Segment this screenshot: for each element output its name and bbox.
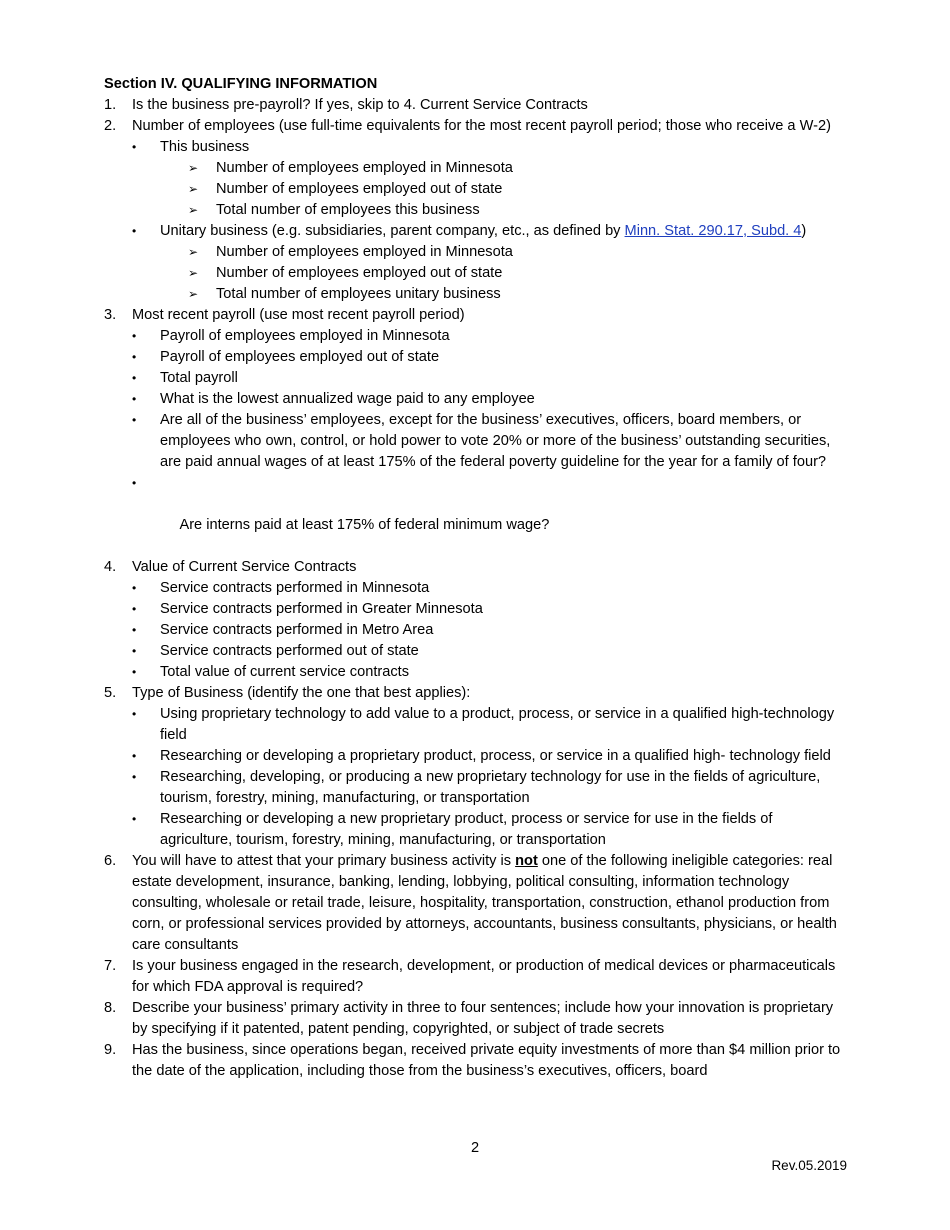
list-item-text: Number of employees employed out of state	[216, 181, 503, 197]
list-item-text: Service contracts performed in Metro Area	[160, 622, 434, 638]
list-item-text: Number of employees employed in Minnesota	[216, 244, 513, 260]
list-number: 8.	[104, 1000, 117, 1016]
list-item	[104, 158, 848, 179]
list-item	[104, 368, 848, 389]
list-item	[104, 746, 848, 767]
bullet-icon: •	[132, 602, 137, 616]
question-6	[104, 851, 848, 956]
question-text: Type of Business (identify the one that best applies):	[132, 685, 471, 701]
bullet-icon: •	[132, 623, 137, 637]
list-item	[104, 347, 848, 368]
list-item	[104, 704, 848, 746]
list-item-text: Using proprietary technology to add value to a product, process, or service in a qualified high-technology field	[160, 706, 835, 743]
question-text: Is the business pre-payroll? If yes, skip to 4. Current Service Contracts	[132, 97, 588, 113]
question-1	[104, 95, 848, 116]
page-number: 2	[470, 1140, 480, 1156]
list-number: 2.	[104, 118, 117, 134]
emphasis-text: not	[515, 853, 538, 869]
question-text: Describe your business’ primary activity in three to four sentences; include how your innovation is proprietary by specifying if it patented, patent pending, copyrighted, or subject of trade secrets	[132, 1000, 834, 1037]
revision-label: Rev.05.2019	[771, 1158, 847, 1173]
question-text: Number of employees (use full-time equivalents for the most recent payroll period; those who receive a W-2)	[132, 118, 831, 134]
question-text: Is your business engaged in the research, development, or production of medical devices or pharmaceuticals for which FDA approval is required?	[132, 958, 836, 995]
list-item-text: )	[801, 223, 807, 239]
list-item	[104, 809, 848, 851]
question-2	[104, 116, 848, 137]
list-item	[104, 599, 848, 620]
list-item-text: Total number of employees this business	[216, 202, 480, 218]
question-5	[104, 683, 848, 704]
list-item	[104, 179, 848, 200]
bullet-icon: •	[132, 413, 137, 427]
question-9	[104, 1040, 848, 1082]
list-item	[104, 410, 848, 473]
list-item	[104, 389, 848, 410]
list-item-text: Payroll of employees employed in Minnesota	[160, 328, 450, 344]
arrow-bullet-icon: ➢	[188, 182, 199, 196]
list-number: 7.	[104, 958, 117, 974]
bullet-icon: •	[132, 350, 137, 364]
arrow-bullet-icon: ➢	[188, 161, 199, 175]
list-item-text: Researching or developing a proprietary product, process, or service in a qualified high- technology field	[160, 748, 831, 764]
list-item-text: Are interns paid at least 175% of federal minimum wage?	[176, 517, 550, 533]
list-number: 1.	[104, 97, 117, 113]
bullet-icon: •	[132, 224, 137, 238]
list-item	[104, 620, 848, 641]
list-item	[104, 767, 848, 809]
bullet-icon: •	[132, 371, 137, 385]
list-item-text: Researching, developing, or producing a new proprietary technology for use in the fields of agriculture, tourism, forestry, mining, manufacturing, or transportation	[160, 769, 821, 806]
bullet-icon: •	[132, 140, 137, 154]
bullet-icon: •	[132, 476, 137, 490]
bullet-icon: •	[132, 392, 137, 406]
arrow-bullet-icon: ➢	[188, 245, 199, 259]
question-4	[104, 557, 848, 578]
list-item	[104, 137, 848, 158]
list-item-text: Number of employees employed in Minnesota	[216, 160, 513, 176]
list-item	[104, 662, 848, 683]
bullet-icon: •	[132, 707, 137, 721]
list-item	[104, 200, 848, 221]
list-item-text: Researching or developing a new proprietary product, process or service for use in the fields of agriculture, tourism, forestry, mining, manufacturing, or transportation	[160, 811, 773, 848]
question-text: Has the business, since operations began, received private equity investments of more than $4 million prior to the date of the application, including those from the business’s executives, officers, board	[132, 1042, 841, 1079]
question-text: one of the following ineligible categories: real estate development, insurance, banking, lending, lobbying, political consulting, information technology consulting, wholesale or retail trade, leisure, hospitality, transportation, construction, ethanol production from corn, or professional services provided by attorneys, accountants, business consultants, physicians, or health care consultants	[132, 853, 837, 953]
question-7	[104, 956, 848, 998]
list-item-text: Service contracts performed in Greater Minnesota	[160, 601, 483, 617]
list-item-text: Number of employees employed out of state	[216, 265, 503, 281]
bullet-icon: •	[132, 812, 137, 826]
list-item-text: Service contracts performed out of state	[160, 643, 419, 659]
list-item	[104, 473, 848, 557]
list-item-text: This business	[160, 139, 250, 155]
list-item-text: Are all of the business’ employees, except for the business’ executives, officers, board members, or employees who own, control, or hold power to vote 20% or more of the business’ outstanding securities, are paid annual wages of at least 175% of the federal poverty guideline for the year for a family of four?	[160, 412, 831, 470]
list-item-text: Total payroll	[160, 370, 238, 386]
list-item	[104, 263, 848, 284]
list-item	[104, 221, 848, 242]
bullet-icon: •	[132, 749, 137, 763]
bullet-icon: •	[132, 329, 137, 343]
bullet-icon: •	[132, 644, 137, 658]
list-item-text: What is the lowest annualized wage paid to any employee	[160, 391, 535, 407]
bullet-icon: •	[132, 581, 137, 595]
bullet-icon: •	[132, 665, 137, 679]
question-8	[104, 998, 848, 1040]
document-page	[104, 74, 848, 1082]
statute-link[interactable]: Minn. Stat. 290.17, Subd. 4	[624, 223, 802, 239]
question-3	[104, 305, 848, 326]
list-item-text: Total value of current service contracts	[160, 664, 410, 680]
question-text: Value of Current Service Contracts	[132, 559, 357, 575]
list-item	[104, 326, 848, 347]
list-item	[104, 242, 848, 263]
arrow-bullet-icon: ➢	[188, 266, 199, 280]
list-number: 5.	[104, 685, 117, 701]
list-number: 9.	[104, 1042, 117, 1058]
question-text: Most recent payroll (use most recent payroll period)	[132, 307, 465, 323]
list-number: 3.	[104, 307, 117, 323]
list-item-text: Service contracts performed in Minnesota	[160, 580, 430, 596]
list-item-text: Total number of employees unitary business	[216, 286, 501, 302]
bullet-icon: •	[132, 770, 137, 784]
list-number: 4.	[104, 559, 117, 575]
list-item-text: Payroll of employees employed out of state	[160, 349, 440, 365]
arrow-bullet-icon: ➢	[188, 203, 199, 217]
section-title: Section IV. QUALIFYING INFORMATION	[104, 76, 378, 92]
list-item-text: Unitary business (e.g. subsidiaries, parent company, etc., as defined by	[160, 223, 625, 239]
list-item	[104, 284, 848, 305]
list-item	[104, 578, 848, 599]
question-text: You will have to attest that your primary business activity is	[132, 853, 516, 869]
arrow-bullet-icon: ➢	[188, 287, 199, 301]
list-number: 6.	[104, 853, 117, 869]
list-item	[104, 641, 848, 662]
